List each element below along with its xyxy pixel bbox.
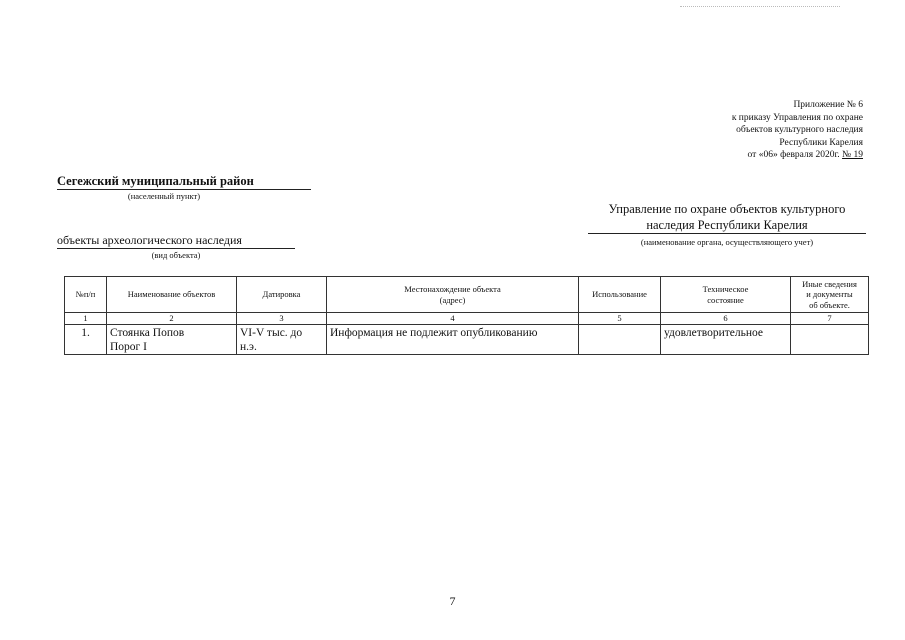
row-location: Информация не подлежит опубликованию bbox=[327, 325, 579, 355]
header-num: №п/п bbox=[65, 277, 107, 313]
row-other bbox=[791, 325, 869, 355]
row-num: 1. bbox=[65, 325, 107, 355]
header-dating: Датировка bbox=[237, 277, 327, 313]
row-dating-line: н.э. bbox=[240, 341, 257, 353]
table-header-row bbox=[65, 277, 869, 313]
column-number: 6 bbox=[661, 313, 791, 325]
column-number: 4 bbox=[327, 313, 579, 325]
header-other-line: об объекте. bbox=[809, 299, 850, 310]
order-number: № 19 bbox=[842, 150, 863, 160]
page-number: 7 bbox=[449, 594, 456, 608]
category-caption: (вид объекта) bbox=[151, 250, 201, 260]
column-number: 1 bbox=[65, 313, 107, 325]
header-condition bbox=[661, 277, 791, 313]
object-category: объекты археологического наследия bbox=[57, 233, 295, 249]
district-name: Сегежский муниципальный район bbox=[57, 174, 311, 190]
column-number: 7 bbox=[791, 313, 869, 325]
header-condition-line: состояние bbox=[707, 294, 744, 305]
table-row bbox=[65, 325, 869, 355]
authority-line: Управление по охране объектов культурного bbox=[608, 202, 846, 216]
appendix-line: Приложение № 6 bbox=[793, 100, 863, 110]
row-name-line: Порог I bbox=[110, 341, 147, 353]
header-other-line: и документы bbox=[806, 289, 853, 300]
authority-caption: (наименование органа, осуществляющего учет) bbox=[640, 237, 814, 247]
appendix-date: от «06» февраля 2020г. bbox=[747, 150, 843, 160]
column-number: 5 bbox=[579, 313, 661, 325]
row-usage bbox=[579, 325, 661, 355]
authority-line: наследия Республики Карелия bbox=[646, 218, 808, 232]
row-dating-line: VI-V тыс. до bbox=[240, 327, 303, 339]
row-name-line: Стоянка Попов bbox=[110, 327, 185, 339]
column-number-row bbox=[65, 313, 869, 325]
heritage-registry-table bbox=[64, 276, 869, 355]
header-other-line: Иные сведения bbox=[802, 278, 857, 289]
header-usage: Использование bbox=[579, 277, 661, 313]
header-other bbox=[791, 277, 869, 313]
scan-artifact-line bbox=[680, 6, 840, 8]
header-location-line: Местонахождение объекта bbox=[404, 284, 501, 294]
appendix-line: Республики Карелия bbox=[779, 137, 863, 148]
district-caption: (населенный пункт) bbox=[127, 191, 201, 201]
column-number: 2 bbox=[107, 313, 237, 325]
header-location-line: (адрес) bbox=[439, 294, 466, 305]
authority-name bbox=[588, 201, 866, 234]
row-condition: удовлетворительное bbox=[661, 325, 791, 355]
appendix-line: объектов культурного наследия bbox=[736, 125, 863, 135]
appendix-block bbox=[603, 99, 863, 162]
row-name bbox=[107, 325, 237, 355]
appendix-date-line bbox=[603, 149, 863, 162]
header-name: Наименование объектов bbox=[107, 277, 237, 313]
header-condition-line: Техническое bbox=[702, 284, 749, 294]
header-location bbox=[327, 277, 579, 313]
appendix-line: к приказу Управления по охране bbox=[731, 112, 863, 123]
column-number: 3 bbox=[237, 313, 327, 325]
row-dating bbox=[237, 325, 327, 355]
